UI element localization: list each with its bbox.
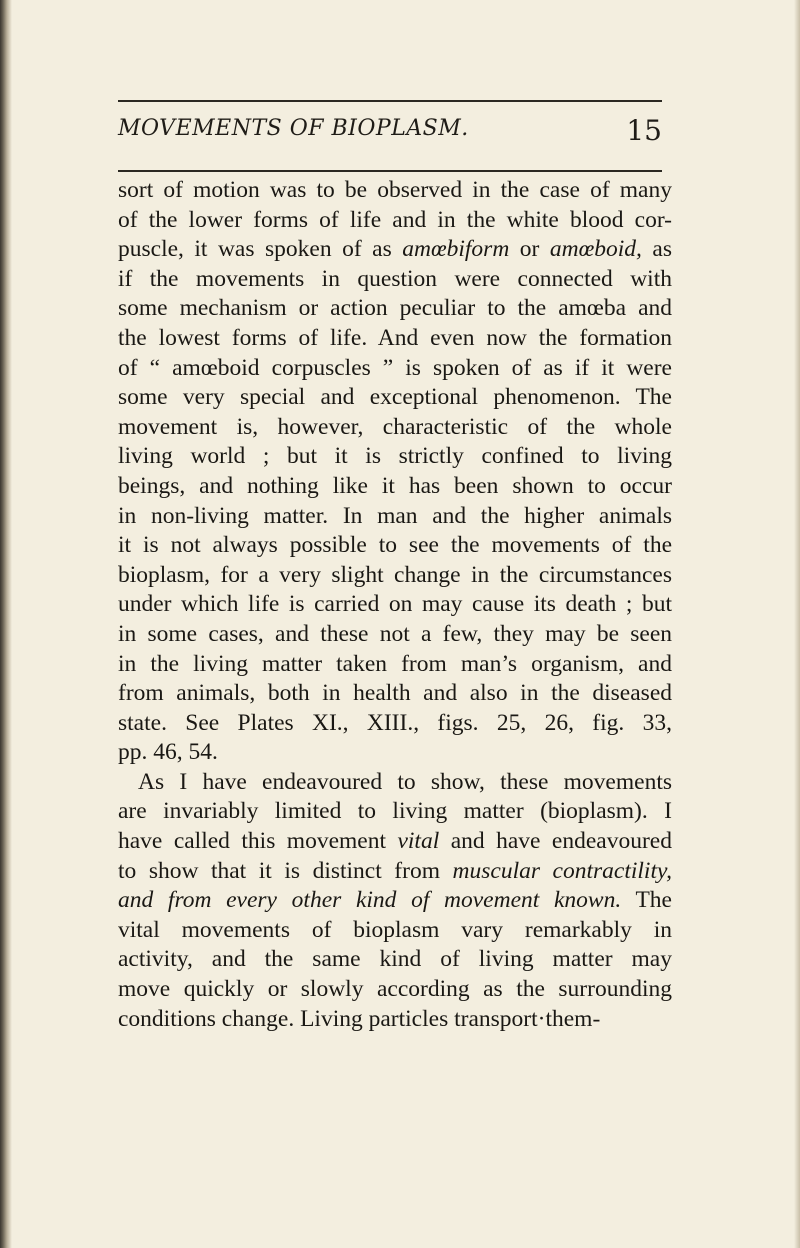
text-line: some mechanism or action peculiar to the amœba and <box>118 295 672 322</box>
italic-text: amœbiform <box>402 236 510 263</box>
text-line: to show that it is distinct from muscular contractility, <box>118 857 672 884</box>
text-line: As I have endeavoured to show, these movements <box>138 768 672 795</box>
running-head: MOVEMENTS OF BIOPLASM. <box>118 116 469 141</box>
text-line: the lowest forms of life. And even now the formation <box>118 324 672 351</box>
page-header <box>118 84 662 174</box>
header-rule-bottom <box>118 170 662 172</box>
text-line: under which life is carried on may cause its death ; but <box>118 591 672 618</box>
text-line: state. See Plates XI., XIII., figs. 25, 26, fig. 33, <box>118 709 672 736</box>
text-line: conditions change. Living particles transport·them- <box>118 1005 601 1032</box>
body-text <box>118 176 672 1034</box>
text-line: in some cases, and these not a few, they may be seen <box>118 620 672 647</box>
italic-text: and from every other kind of movement known. <box>118 887 622 914</box>
text-line: in the living matter taken from man’s organism, and <box>118 650 672 677</box>
text-line: if the movements in question were connected with <box>118 265 672 292</box>
text-line: of the lower forms of life and in the white blood cor- <box>118 206 672 233</box>
text-line: bioplasm, for a very slight change in the circumstances <box>118 561 672 588</box>
text-line: puscle, it was spoken of as amœbiform or amœboid, as <box>118 236 673 263</box>
text-line: beings, and nothing like it has been shown to occur <box>118 472 672 499</box>
text-line: living world ; but it is strictly confined to living <box>118 443 672 470</box>
text-line: move quickly or slowly according as the surrounding <box>118 976 672 1003</box>
text-line: of “ amœboid corpuscles ” is spoken of as if it were <box>118 354 672 381</box>
italic-text: amœboid, <box>549 236 642 263</box>
text-line: some very special and exceptional phenomenon. The <box>118 384 672 411</box>
page-number: 15 <box>626 114 662 147</box>
italic-text: vital <box>397 828 440 855</box>
text-line: have called this movement vital and have endeavoured <box>118 828 672 855</box>
text-line: and from every other kind of movement known. The <box>118 887 672 914</box>
italic-text: muscular contractility, <box>452 857 672 884</box>
header-rule-top <box>118 100 662 102</box>
text-line: are invariably limited to living matter (bioplasm). I <box>118 798 672 825</box>
text-line: in non-living matter. In man and the higher animals <box>118 502 672 529</box>
text-line: vital movements of bioplasm vary remarkably in <box>118 916 672 943</box>
page-edge <box>794 0 800 1248</box>
text-line: from animals, both in health and also in the diseased <box>118 680 672 707</box>
book-spine-shadow <box>0 0 12 1248</box>
text-line: movement is, however, characteristic of the whole <box>118 413 672 440</box>
text-line: activity, and the same kind of living matter may <box>118 946 672 973</box>
text-line: it is not always possible to see the movements of the <box>118 532 672 559</box>
text-line: sort of motion was to be observed in the case of many <box>118 177 672 203</box>
text-line: pp. 46, 54. <box>118 739 218 766</box>
